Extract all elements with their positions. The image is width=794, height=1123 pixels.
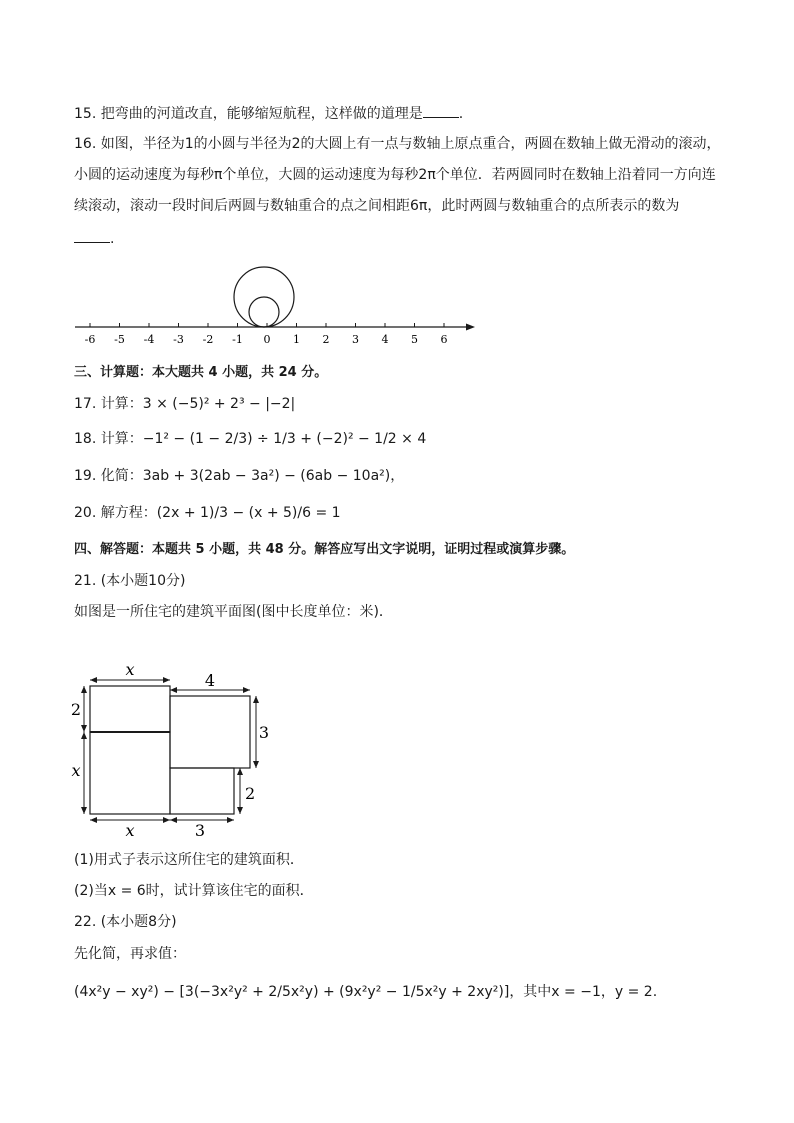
tick-label: 5 [411, 333, 418, 346]
question-17: 17. 计算：3 × (−5)² + 2³ − |−2| [74, 396, 296, 412]
axis-arrow-icon [466, 324, 475, 331]
label-top-4: 4 [204, 671, 216, 690]
question-21-title: 21. (本小题10分) [74, 573, 186, 589]
room-bottom-left [90, 732, 170, 814]
floor-plan-figure [66, 660, 286, 840]
question-21-description: 如图是一所住宅的建筑平面图(图中长度单位：米)． [74, 604, 393, 620]
tick-label: 2 [322, 333, 330, 346]
section-3-heading: 三、计算题：本大题共 4 小题，共 24 分。 [74, 365, 328, 380]
question-18: 18. 计算：−1² − (1 − 2/3) ÷ 1/3 + (−2)² − 1/2 × 4 [74, 431, 427, 447]
tick-label: 1 [293, 333, 300, 346]
question-15: 15. 把弯曲的河道改直，能够缩短航程，这样做的道理是 . [74, 103, 463, 124]
question-16-line-1: 16. 如图，半径为1的小圆与半径为2的大圆上有一点与数轴上原点重合，两圆在数轴上做无滑动的滚动， [74, 136, 721, 152]
tick-label: -2 [202, 333, 214, 346]
question-15-text: 15. 把弯曲的河道改直，能够缩短航程，这样做的道理是 [74, 106, 423, 122]
label-bottom-3: 3 [194, 821, 206, 840]
tick-label: 0 [263, 333, 271, 346]
label-right-3: 3 [258, 723, 270, 742]
room-top-left [90, 686, 170, 732]
section-4-heading: 四、解答题：本题共 5 小题，共 48 分。解答应写出文字说明，证明过程或演算步骤。 [74, 542, 575, 557]
label-right-2: 2 [245, 784, 256, 803]
label-left-x: x [71, 761, 81, 780]
question-21-part-1: (1)用式子表示这所住宅的建筑面积． [74, 852, 304, 868]
small-circle [249, 297, 279, 327]
question-21-part-2: (2)当x = 6时，试计算该住宅的面积． [74, 883, 314, 899]
tick-label: -1 [232, 333, 243, 346]
question-22-title: 22. (本小题8分) [74, 914, 177, 930]
label-top-x: x [125, 660, 135, 679]
tick-label: -6 [84, 333, 96, 346]
answer-blank [74, 228, 110, 243]
question-19: 19. 化简：3ab + 3(2ab − 3a²) − (6ab − 10a²)， [74, 468, 405, 484]
question-16-line-4: . [74, 228, 114, 249]
label-bottom-x: x [125, 821, 135, 840]
tick-label: -5 [114, 333, 125, 346]
tick-label: 6 [440, 333, 448, 346]
tick-label: 4 [381, 333, 389, 346]
room-right-lower [170, 768, 234, 814]
number-line-figure [70, 262, 490, 352]
question-16-line-2: 小圆的运动速度为每秒π个单位，大圆的运动速度为每秒2π个单位．若两圆同时在数轴上沿着同一方向连 [74, 167, 716, 183]
question-16-line-3: 续滚动，滚动一段时间后两圆与数轴重合的点之间相距6π，此时两圆与数轴重合的点所表示的数为 [74, 198, 680, 214]
label-left-2: 2 [70, 700, 82, 719]
tick-label: -4 [143, 333, 155, 346]
question-20: 20. 解方程：(2x + 1)/3 − (x + 5)/6 = 1 [74, 505, 341, 521]
answer-blank [423, 103, 459, 118]
question-22-intro: 先化简，再求值： [74, 946, 186, 962]
question-22-expression: (4x²y − xy²) − [3(−3x²y² + 2/5x²y) + (9x²y² − 1/5x²y + 2xy²)]，其中x = −1，y = 2. [74, 984, 658, 1000]
room-right-upper [170, 696, 250, 768]
tick-label: -3 [173, 333, 184, 346]
tick-label: 3 [352, 333, 359, 346]
